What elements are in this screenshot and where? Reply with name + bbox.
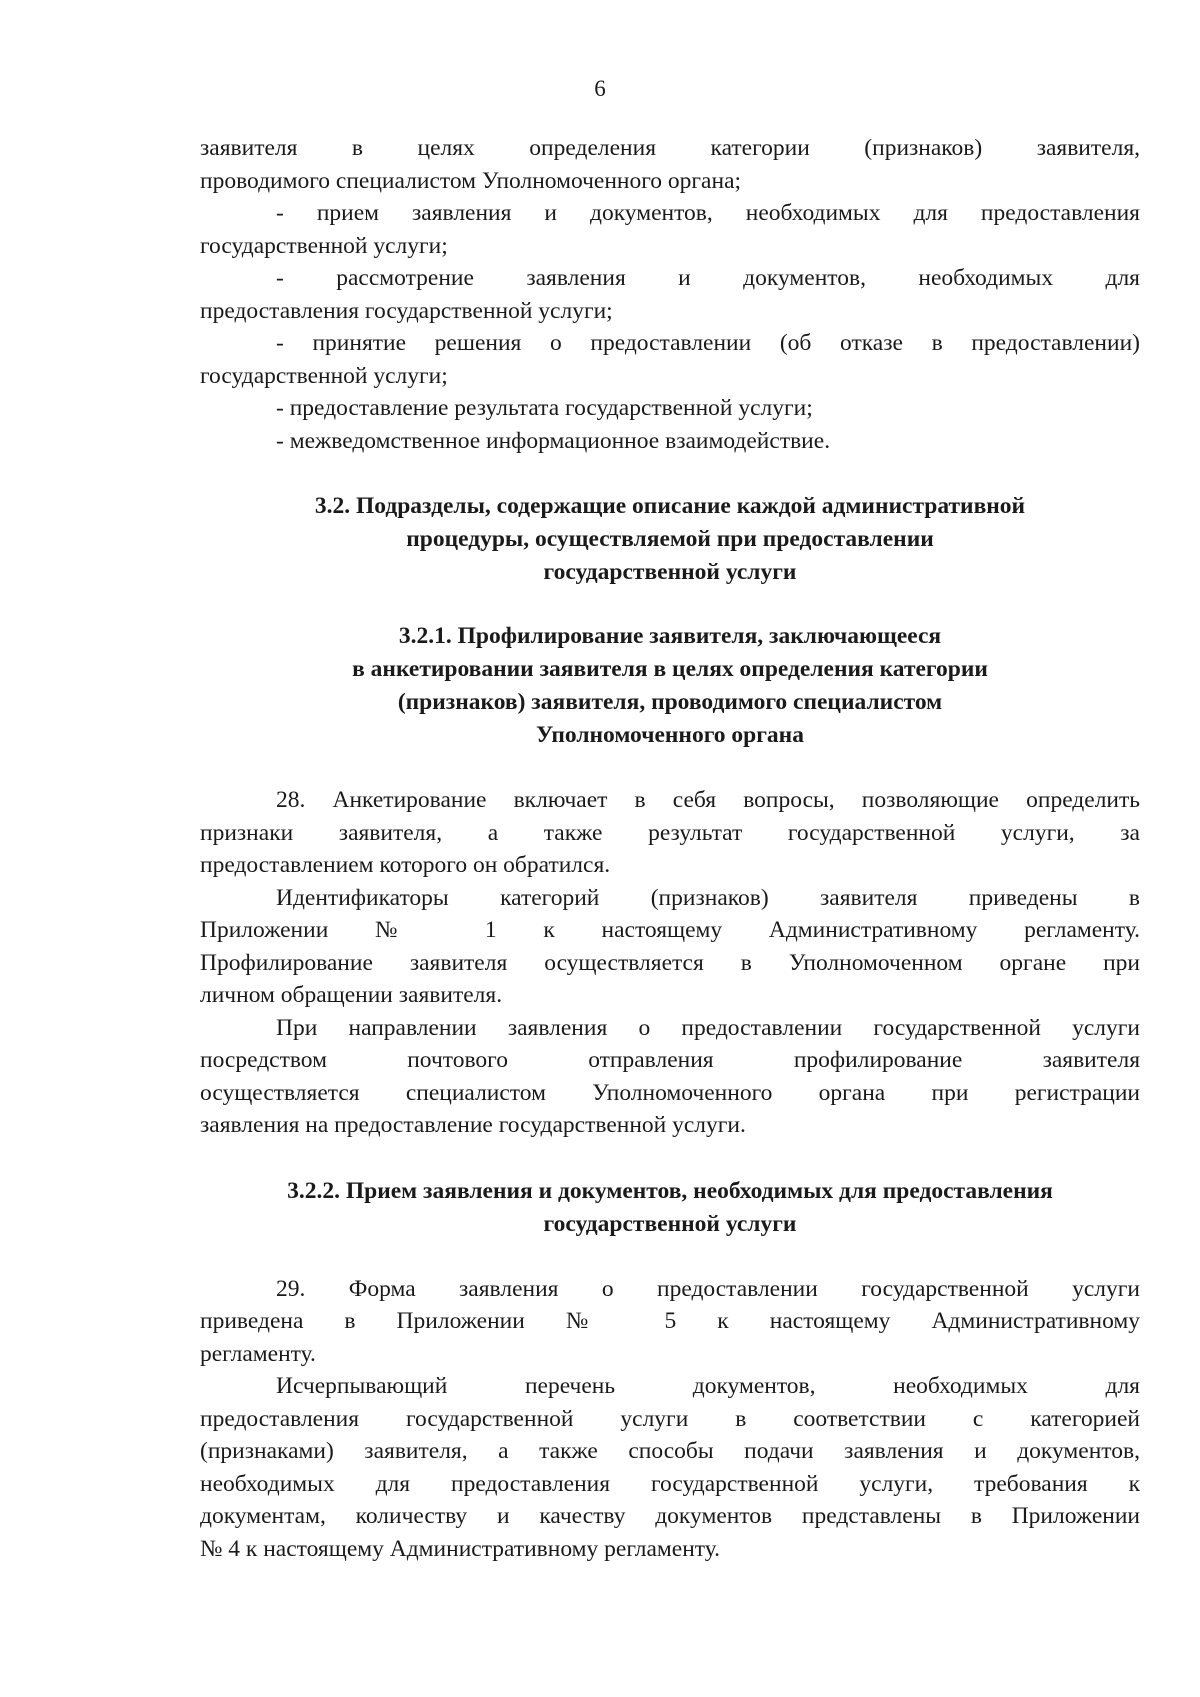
heading-line: (признаков) заявителя, проводимого специалистом (397, 689, 943, 715)
paragraph-29 (200, 1273, 1140, 1371)
text-line: - предоставление результата государственной услуги; (276, 395, 813, 421)
page-number: 6 (594, 76, 606, 101)
text-line: При направлении заявления о предоставлении государственной услуги (276, 1014, 1140, 1041)
section-3-2-1-heading (200, 620, 1140, 752)
text-line: предоставлением которого он обратился. (200, 852, 611, 878)
text-line: заявления на предоставление государственной услуги. (200, 1112, 746, 1138)
text-line: Профилирование заявителя осуществляется в Уполномоченном органе при (200, 949, 1140, 976)
heading-line: государственной услуги (543, 559, 797, 585)
heading-line: 3.2.2. Прием заявления и документов, необходимых для предоставления (287, 1177, 1053, 1204)
text-line: приведена в Приложении № 5 к настоящему Административному (200, 1308, 1140, 1334)
text-line: заявителя в целях определения категории (признаков) заявителя, (200, 135, 1140, 161)
list-item (200, 262, 1140, 327)
heading-line: процедуры, осуществляемой при предоставлении (406, 526, 934, 552)
text-line: документам, количеству и качеству документов представлены в Приложении (200, 1503, 1140, 1529)
text-line: Исчерпывающий перечень документов, необходимых для (276, 1373, 1140, 1399)
heading-line: 3.2.1. Профилирование заявителя, заключающееся (398, 623, 942, 649)
paragraph-identifiers (200, 882, 1140, 1012)
text-line: - принятие решения о предоставлении (об отказе в предоставлении) (276, 330, 1140, 356)
paragraph-documents-list (200, 1370, 1140, 1565)
paragraph-28 (200, 784, 1140, 882)
heading-line: государственной услуги (543, 1210, 797, 1237)
text-line: признаки заявителя, а также результат государственной услуги, за (200, 819, 1140, 846)
text-line: Идентификаторы категорий (признаков) заявителя приведены в (276, 884, 1140, 911)
text-line: осуществляется специалистом Уполномоченного органа при регистрации (200, 1079, 1140, 1106)
text-line: - рассмотрение заявления и документов, необходимых для (276, 265, 1140, 291)
intro-paragraph (200, 132, 1140, 197)
text-line: № 4 к настоящему Административному регламенту. (200, 1535, 721, 1562)
text-line: посредством почтового отправления профилирование заявителя (200, 1047, 1140, 1073)
text-line: - прием заявления и документов, необходимых для предоставления (276, 200, 1140, 226)
list-item (200, 392, 1140, 425)
text-line: предоставления государственной услуги; (200, 297, 613, 324)
heading-line: Уполномоченного органа (536, 722, 804, 748)
list-item (200, 425, 1140, 458)
text-line: государственной услуги; (200, 232, 448, 259)
text-line: личном обращении заявителя. (200, 982, 503, 1008)
text-line: 28. Анкетирование включает в себя вопросы, позволяющие определить (276, 787, 1140, 813)
paragraph-postal (200, 1012, 1140, 1142)
list-item (200, 197, 1140, 262)
text-line: необходимых для предоставления государственной услуги, требования к (200, 1470, 1140, 1497)
document-body (200, 132, 1140, 1565)
text-line: (признаками) заявителя, а также способы подачи заявления и документов, (200, 1438, 1140, 1464)
section-3-2-2-heading (200, 1175, 1140, 1241)
text-line: 29. Форма заявления о предоставлении государственной услуги (276, 1275, 1140, 1302)
heading-line: в анкетировании заявителя в целях определения категории (352, 656, 988, 682)
text-line: регламенту. (200, 1340, 316, 1367)
text-line: Приложении № 1 к настоящему Административному регламенту. (200, 917, 1140, 943)
text-line: проводимого специалистом Уполномоченного органа; (200, 167, 742, 194)
procedure-list (200, 197, 1140, 457)
text-line: - межведомственное информационное взаимодействие. (276, 427, 831, 454)
text-line: предоставления государственной услуги в соответствии с категорией (200, 1405, 1140, 1432)
text-line: государственной услуги; (200, 362, 448, 389)
heading-line: 3.2. Подразделы, содержащие описание каждой административной (314, 493, 1026, 519)
section-3-2-heading (200, 490, 1140, 589)
list-item (200, 327, 1140, 392)
